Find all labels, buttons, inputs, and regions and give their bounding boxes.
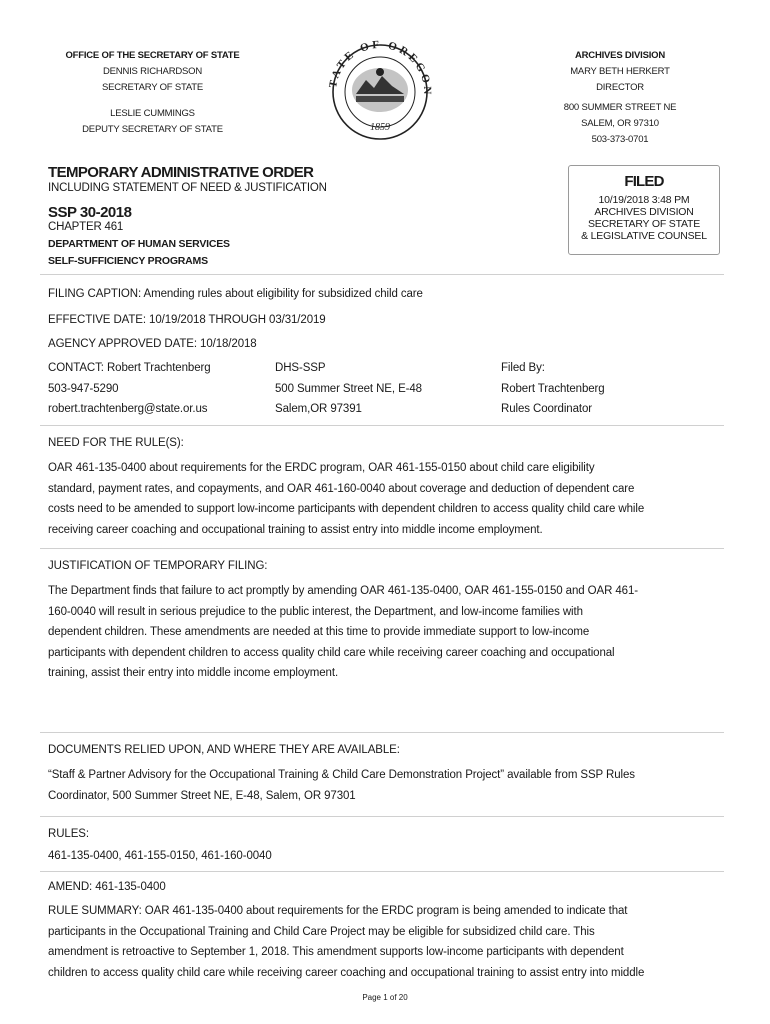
office-header [40, 48, 265, 138]
seal-year: 1859 [370, 122, 390, 133]
seal-text: TATE OF OREGON [327, 40, 434, 98]
order-subtitle: INCLUDING STATEMENT OF NEED & JUSTIFICATION [48, 182, 327, 194]
divider [40, 548, 724, 549]
order-division: SELF-SUFFICIENCY PROGRAMS [48, 255, 208, 267]
contact-email[interactable]: robert.trachtenberg@state.or.us [48, 403, 208, 415]
amend-line: AMEND: 461-135-0400 [48, 881, 166, 893]
documents-line: Coordinator, 500 Summer Street NE, E-48, Salem, OR 97301 [48, 789, 356, 802]
need-line: standard, payment rates, and copayments, and OAR 461-160-0040 about coverage and deduction of dependent care [48, 482, 635, 495]
director-name: MARY BETH HERKERT [570, 66, 670, 77]
divider [40, 871, 724, 872]
filed-by-title: Rules Coordinator [501, 403, 592, 415]
secretary-name: DENNIS RICHARDSON [103, 66, 202, 77]
effective-date: EFFECTIVE DATE: 10/19/2018 THROUGH 03/31/2019 [48, 314, 326, 326]
filed-stamp [568, 165, 720, 255]
justification-line: The Department finds that failure to act promptly by amending OAR 461-135-0400, OAR 461-155-0150 and OAR 461- [48, 585, 638, 597]
contact-col2 [275, 358, 422, 420]
filed-line1: ARCHIVES DIVISION [594, 206, 694, 218]
contact-phone: 503-947-5290 [48, 382, 119, 395]
need-heading: NEED FOR THE RULE(S): [48, 437, 184, 449]
justification-body [48, 581, 738, 684]
justification-line: dependent children. These amendments are needed at this time to provide immediate support to low-income [48, 626, 590, 638]
oregon-state-seal [322, 40, 438, 140]
contact-name: CONTACT: Robert Trachtenberg [48, 362, 211, 374]
documents-heading: DOCUMENTS RELIED UPON, AND WHERE THEY ARE AVAILABLE: [48, 744, 400, 756]
contact-street: 500 Summer Street NE, E-48 [275, 382, 422, 395]
summary-line: participants in the Occupational Training and Child Care Project may be eligible for subsidized child care. This [48, 925, 595, 938]
archives-address1: 800 SUMMER STREET NE [563, 102, 677, 113]
order-number: SSP 30-2018 [48, 204, 132, 221]
filed-label: FILED [624, 173, 664, 190]
archives-address2: SALEM, OR 97310 [581, 118, 659, 129]
archives-phone: 503-373-0701 [591, 134, 649, 145]
director-title: DIRECTOR [596, 82, 644, 93]
office-name: OFFICE OF THE SECRETARY OF STATE [65, 50, 240, 61]
archives-header [520, 48, 720, 148]
justification-line: 160-0040 will result in serious prejudice to the public interest, the Department, and low-income families with [48, 605, 583, 618]
deputy-name: LESLIE CUMMINGS [110, 108, 195, 119]
filed-by-label: Filed By: [501, 362, 545, 374]
rules-heading: RULES: [48, 828, 89, 840]
filed-datetime: 10/19/2018 3:48 PM [598, 194, 690, 206]
rule-summary [48, 901, 738, 983]
rules-list: 461-135-0400, 461-155-0150, 461-160-0040 [48, 850, 272, 862]
archives-division: ARCHIVES DIVISION [574, 50, 666, 61]
divider [40, 732, 724, 733]
contact-agency: DHS-SSP [275, 362, 326, 374]
documents-line: “Staff & Partner Advisory for the Occupational Training & Child Care Demonstration Project” available from SSP Rules [48, 769, 635, 781]
contact-city: Salem,OR 97391 [275, 403, 362, 415]
summary-line: RULE SUMMARY: OAR 461-135-0400 about requirements for the ERDC program is being amended to indicate that [48, 905, 628, 917]
justification-line: training, assist their entry into middle income employment. [48, 667, 339, 679]
deputy-title: DEPUTY SECRETARY OF STATE [82, 124, 223, 135]
approved-date: AGENCY APPROVED DATE: 10/18/2018 [48, 338, 257, 350]
need-line: costs need to be amended to support low-income participants with dependent children to access quality child care while [48, 503, 645, 515]
documents-body [48, 765, 738, 806]
divider [40, 816, 724, 817]
order-department: DEPARTMENT OF HUMAN SERVICES [48, 238, 230, 250]
divider [40, 425, 724, 426]
secretary-title: SECRETARY OF STATE [101, 82, 204, 93]
justification-line: participants with dependent children to access quality child care while receiving career coaching and occupational [48, 646, 615, 659]
need-line: OAR 461-135-0400 about requirements for the ERDC program, OAR 461-155-0150 about child care eligibility [48, 462, 595, 474]
filed-line2: SECRETARY OF STATE [587, 218, 701, 230]
summary-line: children to access quality child care while receiving career coaching and occupational training to assist entry into middle [48, 966, 645, 979]
contact-col3 [501, 358, 605, 420]
need-body [48, 458, 738, 540]
justification-heading: JUSTIFICATION OF TEMPORARY FILING: [48, 560, 268, 572]
page-number: Page 1 of 20 [362, 993, 408, 1002]
filed-line3: & LEGISLATIVE COUNSEL [581, 230, 707, 242]
need-line: receiving career coaching and occupational training to assist entry into middle income employment. [48, 523, 543, 536]
contact-col1 [48, 358, 211, 420]
summary-line: amendment is retroactive to September 1, 2018. This amendment supports low-income participants with dependent [48, 946, 624, 958]
order-title: TEMPORARY ADMINISTRATIVE ORDER [48, 164, 314, 181]
filing-caption: FILING CAPTION: Amending rules about eligibility for subsidized child care [48, 288, 423, 300]
divider [40, 274, 724, 275]
order-chapter: CHAPTER 461 [48, 221, 124, 233]
filed-by-name: Robert Trachtenberg [501, 382, 605, 395]
